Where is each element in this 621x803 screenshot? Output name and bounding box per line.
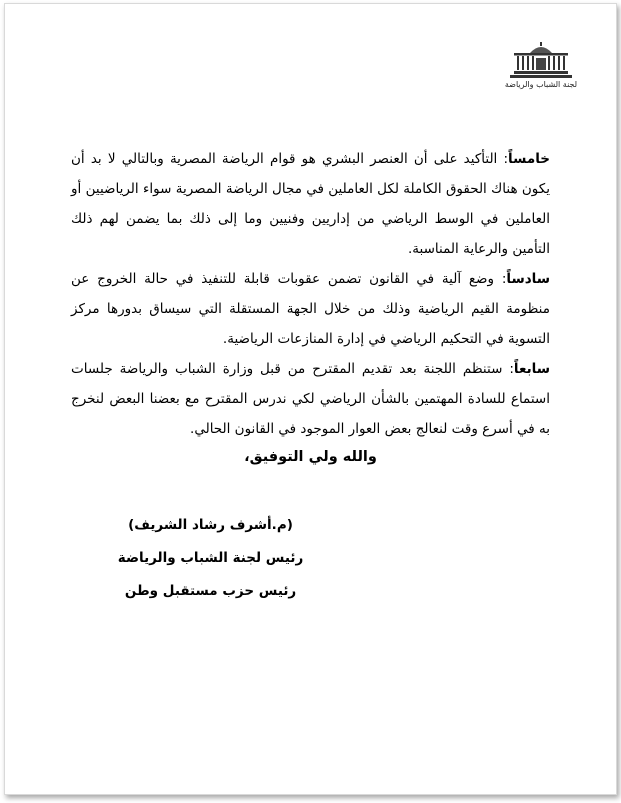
signatory-name: (م.أشرف رشاد الشريف) — [128, 517, 293, 533]
paragraph-text: : التأكيد على أن العنصر البشري هو قوام الرياضة المصرية وبالتالي لا بد أن يكون هناك الحقوق الكاملة لكل العاملين في مجال الرياضة المصرية سواء الرياضيين أو العاملين في الوسط الرياضي من إداريين وفنيين وما إلى ذلك بما يضمن لهم ذلك التأمين والرعاية المناسبة. — [71, 151, 550, 257]
paragraph-seventh — [71, 354, 550, 444]
logo-caption: لجنة الشباب والرياضة — [504, 80, 578, 89]
paragraph-text: : وضع آلية في القانون تضمن عقوبات قابلة للتنفيذ في حالة الخروج عن منظومة القيم الرياضية وذلك من خلال الجهة المستقلة التي سيساق بدورها مركز التسوية في التحكيم الرياضي في إدارة المنازعات الرياضية. — [71, 271, 550, 347]
paragraph-text: : ستنظم اللجنة بعد تقديم المقترح من قبل وزارة الشباب والرياضة جلسات استماع للسادة المهتمين بالشأن الرياضي لكي ندرس المقترح مع بعضنا البعض لنخرج به في أسرع وقت لنعالج بعض العوار الموجود في القانون الحالي. — [71, 361, 550, 437]
closing-line: والله ولي التوفيق، — [244, 449, 377, 465]
paragraph-fifth — [71, 144, 550, 264]
paragraph-sixth — [71, 264, 550, 354]
paragraph-lead: سابعاً — [513, 361, 550, 377]
committee-logo — [504, 42, 578, 94]
document-page — [4, 3, 617, 795]
signatory-title-party: رئيس حزب مستقبل وطن — [124, 583, 297, 599]
signatory-title-committee: رئيس لجنة الشباب والرياضة — [117, 550, 304, 566]
paragraph-lead: سادساً — [506, 271, 550, 287]
paragraph-lead: خامساً — [508, 151, 550, 167]
letter-body — [71, 144, 550, 444]
signature-block — [5, 509, 416, 608]
parliament-building-icon — [508, 42, 574, 80]
